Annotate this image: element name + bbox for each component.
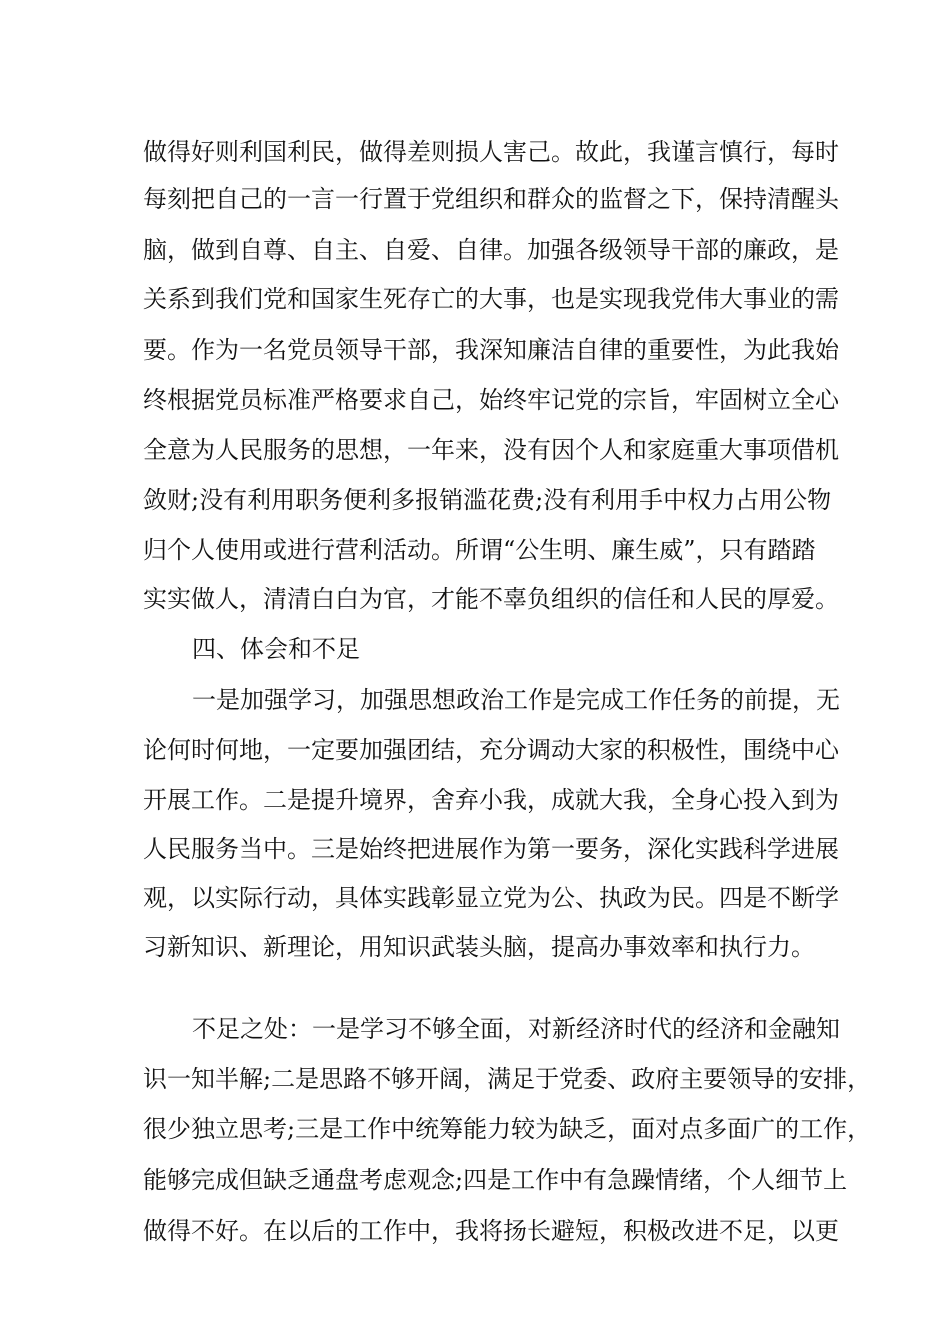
text-line: 敛财;没有利用职务便利多报销滥花费;没有利用手中权力占用公物 bbox=[143, 486, 832, 514]
text-line: 脑，做到自尊、自主、自爱、自律。加强各级领导干部的廉政，是 bbox=[143, 236, 839, 264]
text-line: 能够完成但缺乏通盘考虑观念;四是工作中有急躁情绪，个人细节上 bbox=[143, 1166, 848, 1194]
text-line: 做得不好。在以后的工作中，我将扬长避短，积极改进不足，以更 bbox=[143, 1217, 839, 1245]
text-line: 开展工作。二是提升境界，舍弃小我，成就大我，全身心投入到为 bbox=[143, 786, 839, 814]
text-line: 论何时何地，一定要加强团结，充分调动大家的积极性，围绕中心 bbox=[143, 736, 839, 764]
text-line: 很少独立思考;三是工作中统筹能力较为缺乏，面对点多面广的工作， bbox=[143, 1115, 872, 1143]
text-line: 人民服务当中。三是始终把进展作为第一要务，深化实践科学进展 bbox=[143, 835, 839, 863]
text-line: 一是加强学习，加强思想政治工作是完成工作任务的前提，无 bbox=[192, 686, 840, 714]
text-line: 不足之处：一是学习不够全面，对新经济时代的经济和金融知 bbox=[192, 1015, 840, 1043]
text-line: 全意为人民服务的思想，一年来，没有因个人和家庭重大事项借机 bbox=[143, 436, 839, 464]
text-line: 终根据党员标准严格要求自己，始终牢记党的宗旨，牢固树立全心 bbox=[143, 386, 839, 414]
text-line: 习新知识、新理论，用知识武装头脑，提高办事效率和执行力。 bbox=[143, 933, 815, 961]
text-line: 识一知半解;二是思路不够开阔，满足于党委、政府主要领导的安排， bbox=[143, 1065, 872, 1093]
text-line: 要。作为一名党员领导干部，我深知廉洁自律的重要性，为此我始 bbox=[143, 336, 839, 364]
text-line: 实实做人，清清白白为官，才能不辜负组织的信任和人民的厚爱。 bbox=[143, 585, 839, 613]
text-line: 归个人使用或进行营利活动。所谓“公生明、廉生威”，只有踏踏 bbox=[143, 536, 816, 564]
text-line: 每刻把自己的一言一行置于党组织和群众的监督之下，保持清醒头 bbox=[143, 185, 839, 213]
section-heading: 四、体会和不足 bbox=[192, 635, 360, 663]
text-line: 关系到我们党和国家生死存亡的大事，也是实现我党伟大事业的需 bbox=[143, 285, 839, 313]
text-line: 做得好则利国利民，做得差则损人害己。故此，我谨言慎行，每时 bbox=[143, 138, 839, 166]
text-line: 观，以实际行动，具体实践彰显立党为公、执政为民。四是不断学 bbox=[143, 884, 839, 912]
